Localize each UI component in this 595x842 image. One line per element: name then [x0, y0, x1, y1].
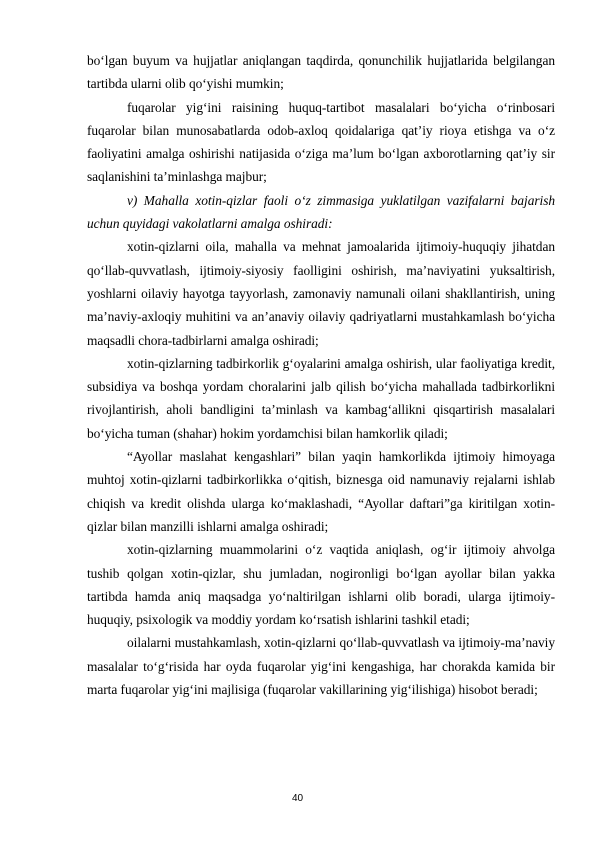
paragraph-reporting: oilalarni mustahkamlash, xotin-qizlarni qo‘llab-quvvatlash va ijtimoiy-ma’naviy masalalar to‘g‘risida har oyda fuqarolar yig‘ini kengashiga, har chorakda kamida bir marta fuqarolar yig‘ini majlisiga (fuqarolar vakillarining yig‘ilishiga) hisobot beradi;	[87, 635, 555, 698]
page-number: 40	[291, 793, 304, 804]
paragraph-entrepreneurship: xotin-qizlarning tadbirkorlik g‘oyalarini amalga oshirish, ular faoliyatiga kredit, subsidiya va boshqa yordam choralarini jalb qilish bo‘yicha mahallada tadbirkorlikni rivojlantirish, aholi bandligini ta’minlash va kambag‘allikni qisqartirish masalalari bo‘yicha tuman (shahar) hokim yordamchisi bilan hamkorlik qiladi;	[87, 355, 555, 441]
paragraph-deputy-obligations: fuqarolar yig‘ini raisining huquq-tartibot masalalari bo‘yicha o‘rinbosari fuqarolar bilan munosabatlarda odob-axloq qoidalariga qat’iy rioya etishga va o‘z faoliyatini amalga oshirishi natijasida o‘ziga ma’lum bo‘lgan axborotlarning qat’iy sir saqlanishini ta’minlashga majbur;	[87, 99, 555, 185]
paragraph-advisory-councils: “Ayollar maslahat kengashlari” bilan yaqin hamkorlikda ijtimoiy himoyaga muhtoj xotin-qizlarni tadbirkorlikka o‘qitish, biznesga oid namunaviy rejalarni ishlab chiqish va kredit olishda ularga ko‘maklashadi, “Ayollar daftari”ga kiritilgan xotin-qizlar bilan manzilli ishlarni amalga oshiradi;	[87, 449, 555, 534]
paragraph-problems-identification: xotin-qizlarning muammolarini o‘z vaqtida aniqlash, og‘ir ijtimoiy ahvolga tushib qolgan xotin-qizlar, shu jumladan, nogironligi bo‘lgan ayollar bilan yakka tartibda hamda aniq maqsadga yo‘naltirilgan ishlarni olib boradi, ularga ijtimoiy-huquqiy, psixologik va moddiy yordam ko‘rsatish ishlarini tashkil etadi;	[87, 542, 555, 628]
paragraph-social-support: xotin-qizlarni oila, mahalla va mehnat jamoalarida ijtimoiy-huquqiy jihatdan qo‘llab-quvvatlash, ijtimoiy-siyosiy faolligini oshirish, ma’naviyatini yuksaltirish, yoshlarni oilaviy hayotga tayyorlash, zamonaviy namunali oilani shakllantirish, uning ma’naviy-axloqiy muhitini va an’anaviy oilaviy qadriyatlarni mustahkamlash bo‘yicha maqsadli chora-tadbirlarni amalga oshiradi;	[87, 239, 555, 348]
page-body	[87, 49, 555, 701]
paragraph-continuation: bo‘lgan buyum va hujjatlar aniqlangan taqdirda, qonunchilik hujjatlarida belgilangan tartibda ularni olib qo‘yishi mumkin;	[87, 53, 555, 92]
section-heading-women-activist: v) Mahalla xotin-qizlar faoli o‘z zimmasiga yuklatilgan vazifalarni bajarish uchun quyidagi vakolatlarni amalga oshiradi:	[87, 192, 555, 232]
